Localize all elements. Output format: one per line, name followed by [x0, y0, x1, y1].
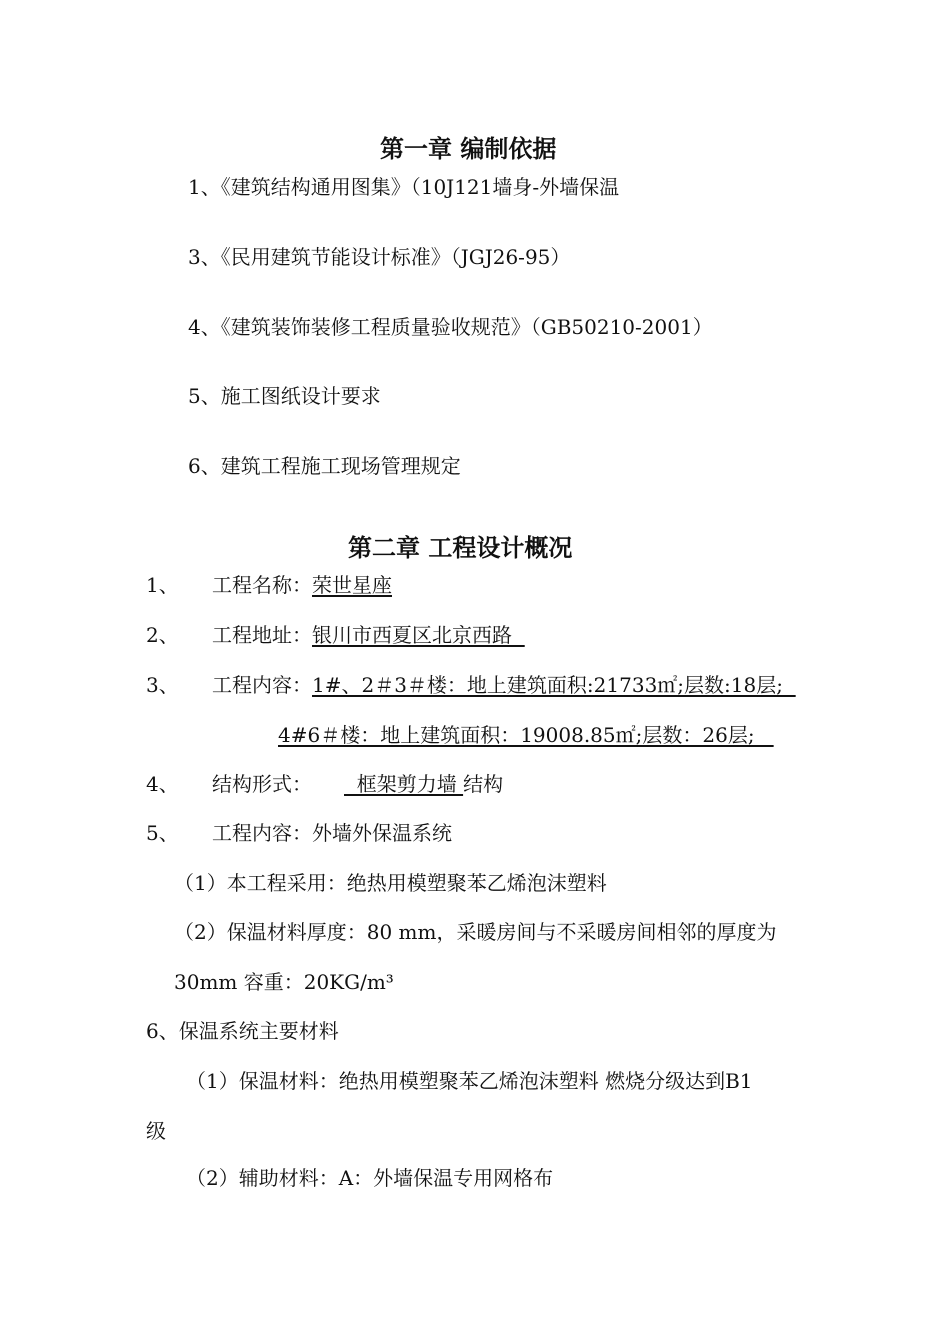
- basis-item-1: 1、《建筑结构通用图集》（10J121墙身-外墙保温: [188, 175, 620, 199]
- insulation-sub-2-cont: 30mm 容重：20KG/m³: [174, 970, 394, 994]
- overview-item-5: [212, 819, 452, 847]
- work-content-label: 工程内容：: [212, 821, 312, 845]
- project-content-value-2: 4#6＃楼：地上建筑面积：19008.85㎡;层数：26层;: [278, 723, 774, 747]
- project-name-value: 荣世星座: [312, 573, 392, 597]
- overview-item-2: [212, 621, 525, 649]
- structure-type-suffix: 结构: [463, 772, 504, 796]
- overview-item-5-number: 5、: [146, 821, 179, 845]
- project-name-label: 工程名称：: [212, 573, 312, 597]
- work-content-value: 外墙外保温系统: [312, 821, 452, 845]
- material-sub-1-cont: 级: [146, 1119, 166, 1143]
- overview-item-3: [212, 671, 796, 699]
- project-content-value-1: 1#、2＃3＃楼：地上建筑面积:21733㎡;层数:18层;: [312, 673, 796, 697]
- basis-item-5: 5、施工图纸设计要求: [188, 384, 381, 408]
- overview-item-2-number: 2、: [146, 623, 179, 647]
- overview-item-1: [212, 571, 392, 599]
- overview-item-4-number: 4、: [146, 772, 179, 796]
- chapter-1-title: 第一章 编制依据: [380, 134, 557, 163]
- overview-item-6: 6、保温系统主要材料: [146, 1019, 339, 1043]
- basis-item-4: 4、《建筑装饰装修工程质量验收规范》（GB50210-2001）: [188, 315, 713, 339]
- basis-item-3: 3、《民用建筑节能设计标准》（JGJ26-95）: [188, 245, 571, 269]
- material-sub-1: （1）保温材料：绝热用模塑聚苯乙烯泡沫塑料 燃烧分级达到B1: [186, 1069, 753, 1093]
- structure-type-label: 结构形式：: [212, 772, 312, 796]
- basis-item-6: 6、建筑工程施工现场管理规定: [188, 454, 461, 478]
- overview-item-3-number: 3、: [146, 673, 179, 697]
- overview-item-4: [212, 770, 503, 798]
- insulation-sub-2: （2）保温材料厚度：80 mm，采暖房间与不采暖房间相邻的厚度为: [174, 920, 777, 944]
- insulation-sub-1: （1）本工程采用：绝热用模塑聚苯乙烯泡沫塑料: [174, 871, 607, 895]
- project-address-label: 工程地址：: [212, 623, 312, 647]
- material-sub-2: （2）辅助材料：A：外墙保温专用网格布: [186, 1166, 554, 1190]
- overview-item-1-number: 1、: [146, 573, 179, 597]
- project-address-value: 银川市西夏区北京西路: [312, 623, 525, 647]
- chapter-2-title: 第二章 工程设计概况: [348, 533, 573, 562]
- structure-type-value: 框架剪力墙: [344, 772, 464, 796]
- project-content-label: 工程内容：: [212, 673, 312, 697]
